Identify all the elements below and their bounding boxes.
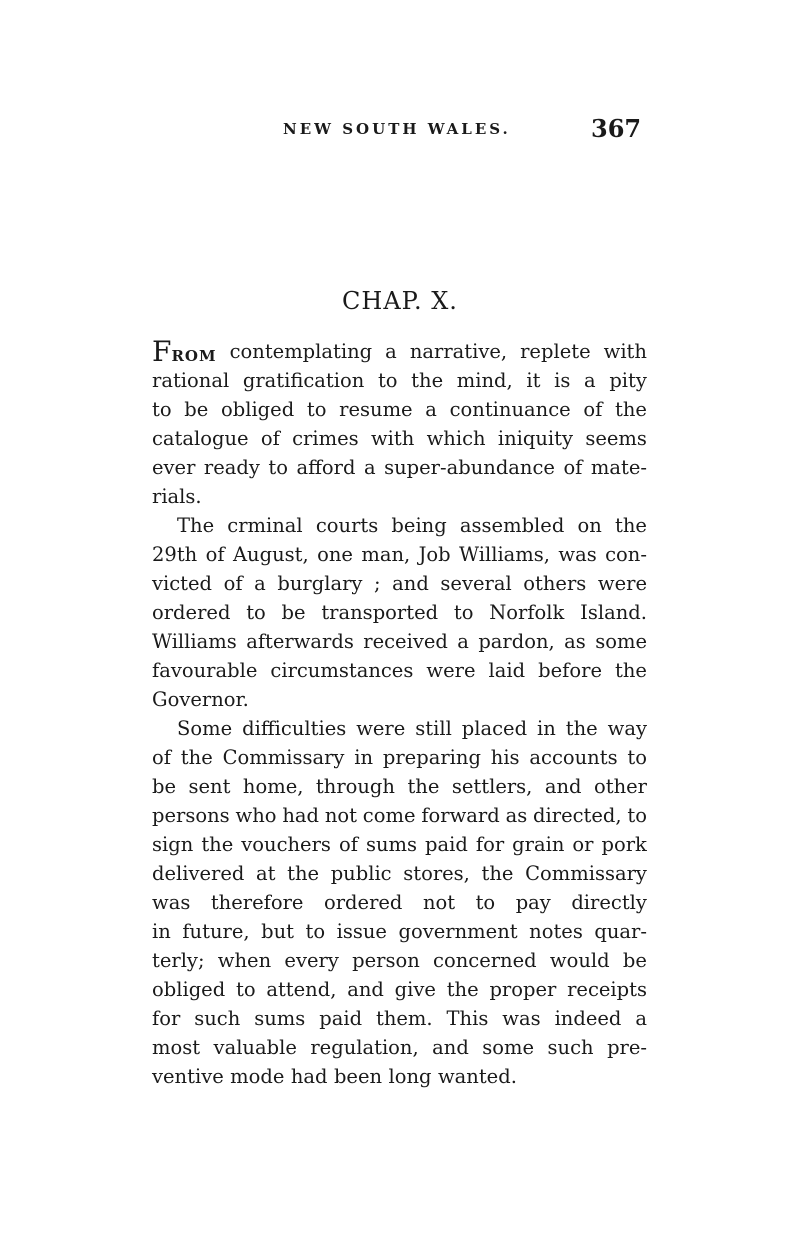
word: mode [230,1065,285,1088]
word: it [526,369,541,392]
text-line [152,337,647,366]
word: a [584,369,596,392]
word: and [347,978,384,1001]
text-line [152,772,647,801]
text-line [152,627,647,656]
word: obliged [152,978,226,1001]
word: pork [601,833,647,856]
word: persons [152,804,230,827]
word: obliged [220,398,295,421]
word: This [446,1007,489,1030]
word: of [583,398,603,421]
text-line [152,830,647,859]
word: a [457,630,469,653]
word: one [317,543,353,566]
word: some [482,1036,535,1059]
word: a [254,572,266,595]
word: to [235,978,256,1001]
word: ordered [152,601,231,624]
word: when [217,949,272,972]
word: to [453,601,474,624]
word: long [388,1065,432,1088]
word: was [502,1007,541,1030]
text-line [152,946,647,975]
word: 29th [152,543,198,566]
text-line [152,511,647,540]
word: August, [232,543,309,566]
word: had [290,1065,328,1088]
word: indeed [554,1007,622,1030]
word: paid [425,833,468,856]
page-number: 367 [591,114,642,143]
word: quar- [594,920,647,943]
word: to [152,398,172,421]
word: attend, [266,978,337,1001]
word: the [446,978,479,1001]
word: received [363,630,448,653]
word: contemplating [229,340,373,363]
text-line [152,1033,647,1062]
word: preparing [382,746,481,769]
word: regulation, [310,1036,419,1059]
word: afford [296,456,356,479]
word: to [246,601,266,624]
word: gratification [242,369,365,392]
word: sign [152,833,194,856]
word: concerned [433,949,537,972]
word: be [152,775,177,798]
word: other [594,775,647,798]
word: to [306,398,327,421]
word: still [415,717,452,740]
word: continuance [449,398,571,421]
paragraph-1 [152,337,647,511]
word: pre- [607,1036,647,1059]
word: had [282,804,319,827]
word: Commissary [525,862,647,885]
word: in [152,920,171,943]
word: of [152,746,171,769]
word: with [370,427,415,450]
word: be [184,398,209,421]
word: receipts [567,978,647,1001]
word: pardon, [478,630,555,653]
word: in [354,746,374,769]
word: valuable [213,1036,297,1059]
word: vouchers [241,833,331,856]
word: directly [571,891,647,914]
word: Governor. [152,688,249,711]
word: give [394,978,436,1001]
word: at [256,862,276,885]
word: and [544,775,582,798]
text-line [152,975,647,1004]
word: every [284,949,339,972]
text-line [152,424,647,453]
word: assembled [459,514,565,537]
word: were [426,659,476,682]
word: with [603,340,647,363]
word: as [505,804,528,827]
word: not [324,804,357,827]
word: on [577,514,602,537]
word: iniquity [497,427,574,450]
word: pity [609,369,647,392]
text-line [152,743,647,772]
text-line [152,1062,647,1091]
text-line [152,482,647,511]
word: directed, [533,804,622,827]
word: public [330,862,392,885]
word: ready [203,456,260,479]
word: therefore [210,891,304,914]
word: some [595,630,647,653]
text-line [152,859,647,888]
word: catalogue [152,427,249,450]
word: most [152,1036,201,1059]
word: sent [188,775,231,798]
word: before [538,659,602,682]
word: but [261,920,294,943]
word: such [194,1007,241,1030]
text-line [152,598,647,627]
word: proper [489,978,557,1001]
word: The [177,514,215,537]
text-line [152,801,647,830]
word: who [235,804,277,827]
word: con- [605,543,647,566]
word: a [425,398,437,421]
word: Norfolk [489,601,565,624]
word: terly; [152,949,205,972]
word: of [338,833,358,856]
word: courts [315,514,379,537]
word: person [352,949,420,972]
word: them. [375,1007,433,1030]
word: to [268,456,288,479]
word: man, [361,543,411,566]
word: not [422,891,456,914]
word: sums [254,1007,306,1030]
word: way [607,717,647,740]
word: would [549,949,610,972]
word: to [305,920,326,943]
text-line [152,685,647,714]
word: was [152,891,191,914]
word: Commissary [222,746,345,769]
word: victed [152,572,213,595]
word: difficulties [242,717,347,740]
word: Island. [580,601,647,624]
word: crimes [292,427,359,450]
word: resume [339,398,413,421]
word: and [392,572,429,595]
word: paid [319,1007,363,1030]
word: the [407,775,440,798]
word: the [180,746,213,769]
text-line [152,656,647,685]
word: Some [177,717,233,740]
word: wanted. [437,1065,517,1088]
text-line [152,395,647,424]
text-line [152,888,647,917]
body-text [152,337,647,1091]
word: rials. [152,485,202,508]
word: Williams, [459,543,550,566]
word: grain [512,833,565,856]
word: government [398,920,518,943]
word: burglary [277,572,363,595]
word: seems [585,427,647,450]
paragraph-2 [152,511,647,714]
word: forward [421,804,500,827]
word: a [363,456,376,479]
word: were [597,572,647,595]
word: his [490,746,520,769]
word: of [205,543,225,566]
word: to [377,369,398,392]
word: the [615,659,647,682]
word: the [411,369,444,392]
word: several [440,572,512,595]
word: through [315,775,395,798]
word: afterwards [246,630,354,653]
text-line [152,917,647,946]
word: the [287,862,320,885]
word: being [391,514,447,537]
word: ventive [152,1065,224,1088]
word: accounts [529,746,618,769]
word: or [572,833,594,856]
word: to [627,804,647,827]
word: of [260,427,280,450]
word: of [563,456,583,479]
word: mind, [456,369,513,392]
word: ; [374,572,381,595]
word: future, [182,920,250,943]
word: ever [152,456,196,479]
word: be [281,601,306,624]
word: pay [515,891,551,914]
word: a [635,1007,647,1030]
text-line [152,569,647,598]
word: to [627,746,647,769]
word: for [475,833,505,856]
word: is [554,369,571,392]
paragraph-3 [152,714,647,1091]
word: rational [152,369,230,392]
word: notes [529,920,583,943]
word: a [385,340,397,363]
word: the [481,862,514,885]
word: transported [321,601,439,624]
word: sums [365,833,418,856]
word: issue [336,920,387,943]
word: be [622,949,647,972]
word: Williams [152,630,237,653]
word: the [201,833,234,856]
word: come [362,804,416,827]
word: crminal [227,514,303,537]
word: for [152,1007,181,1030]
word: stores, [403,862,470,885]
word: been [333,1065,383,1088]
text-line [152,366,647,395]
word: as [564,630,586,653]
word: to [475,891,496,914]
word: such [547,1036,594,1059]
word: and [432,1036,469,1059]
word: was [558,543,597,566]
word: FROM [152,335,217,368]
text-line [152,1004,647,1033]
word: the [614,514,647,537]
word: which [426,427,486,450]
word: were [356,717,406,740]
word: mate- [590,456,647,479]
word: laid [488,659,526,682]
word: delivered [152,862,245,885]
word: ordered [323,891,403,914]
word: the [565,717,598,740]
word: settlers, [451,775,533,798]
word: favourable [152,659,258,682]
text-line [152,453,647,482]
text-line [152,714,647,743]
word: of [223,572,243,595]
running-head: NEW SOUTH WALES. [283,120,511,138]
word: circumstances [270,659,414,682]
chapter-title: CHAP. X. [342,287,458,315]
text-line [152,540,647,569]
word: placed [461,717,528,740]
word: narrative, [409,340,508,363]
word: home, [242,775,304,798]
word: Job [418,543,451,566]
word: the [615,398,647,421]
word: super-abundance [384,456,555,479]
word: replete [520,340,591,363]
word: others [523,572,587,595]
word: in [537,717,556,740]
